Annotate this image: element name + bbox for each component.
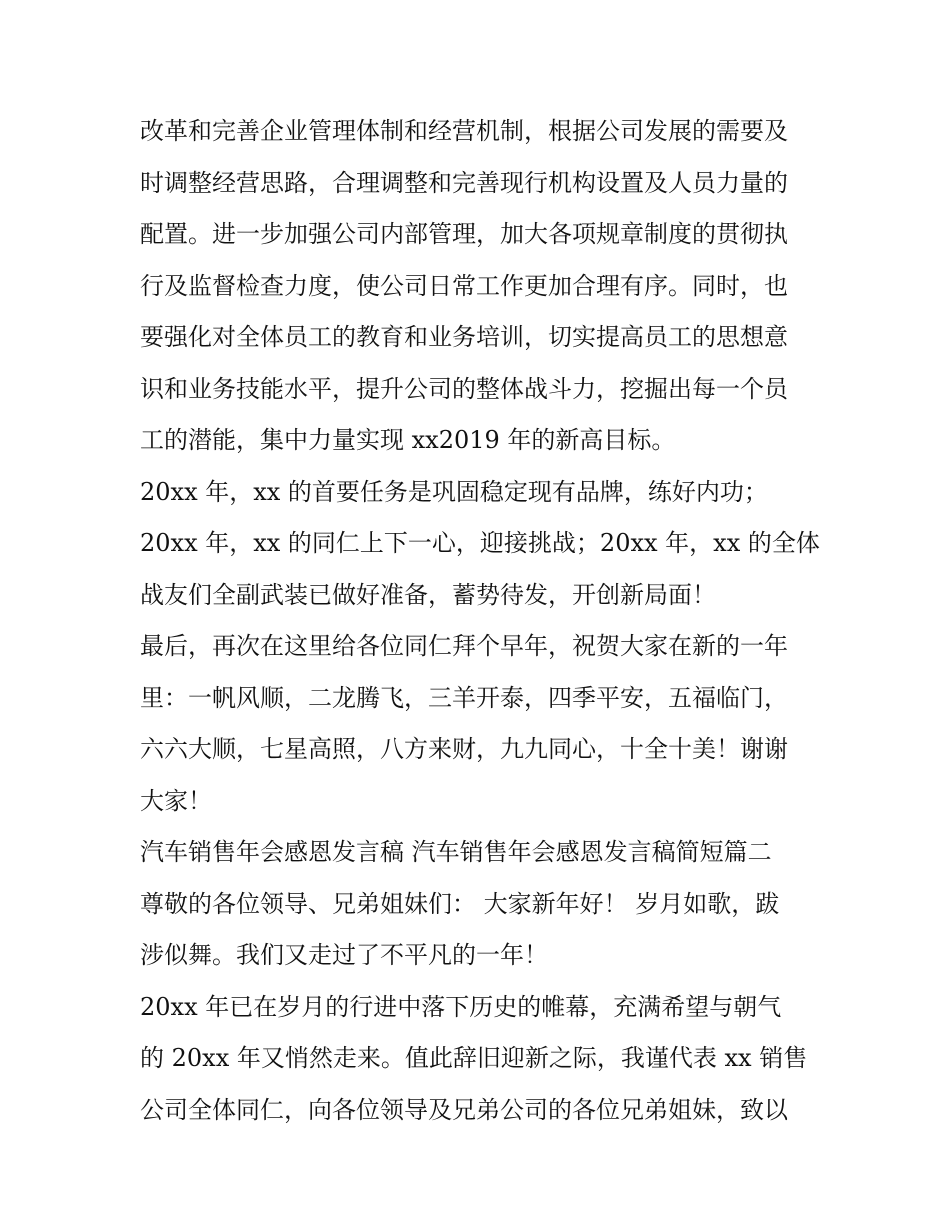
text-line: 20xx 年，xx 的首要任务是巩固稳定现有品牌，练好内功； <box>140 477 768 506</box>
text-line: 尊敬的各位领导、兄弟姐妹们： 大家新年好！ 岁月如歌，跋 <box>140 889 780 918</box>
text-line: 公司全体同仁，向各位领导及兄弟公司的各位兄弟姐妹，致以 <box>140 1095 788 1124</box>
text-line: 大家！ <box>140 786 212 815</box>
text-line: 行及监督检查力度，使公司日常工作更加合理有序。同时，也 <box>140 271 788 300</box>
text-line: 20xx 年已在岁月的行进中落下历史的帷幕，充满希望与朝气 <box>140 992 782 1021</box>
text-line: 汽车销售年会感恩发言稿 汽车销售年会感恩发言稿简短篇二 <box>140 838 772 866</box>
text-line: 配置。进一步加强公司内部管理，加大各项规章制度的贯彻执 <box>140 220 788 248</box>
text-line: 改革和完善企业管理体制和经营机制，根据公司发展的需要及 <box>140 117 788 145</box>
text-line: 20xx 年，xx 的同仁上下一心，迎接挑战；20xx 年，xx 的全体 <box>140 529 820 557</box>
text-line: 最后，再次在这里给各位同仁拜个早年，祝贺大家在新的一年 <box>140 632 788 660</box>
text-line: 涉似舞。我们又走过了不平凡的一年！ <box>140 941 548 969</box>
document-body <box>140 106 820 1136</box>
text-line: 要强化对全体员工的教育和业务培训，切实提高员工的思想意 <box>140 323 788 351</box>
text-line: 六六大顺，七星高照，八方来财，九九同心，十全十美！谢谢 <box>140 735 788 763</box>
text-line: 的 20xx 年又悄然走来。值此辞旧迎新之际，我谨代表 xx 销售 <box>140 1044 808 1072</box>
text-line: 识和业务技能水平，提升公司的整体战斗力，挖掘出每一个员 <box>140 374 788 403</box>
text-line: 时调整经营思路，合理调整和完善现行机构设置及人员力量的 <box>140 168 788 197</box>
text-line: 工的潜能，集中力量实现 xx2019 年的新高目标。 <box>140 426 676 454</box>
text-line: 战友们全副武装已做好准备，蓄势待发，开创新局面！ <box>140 580 716 609</box>
text-line: 里：一帆风顺，二龙腾飞，三羊开泰，四季平安，五福临门， <box>140 683 788 712</box>
